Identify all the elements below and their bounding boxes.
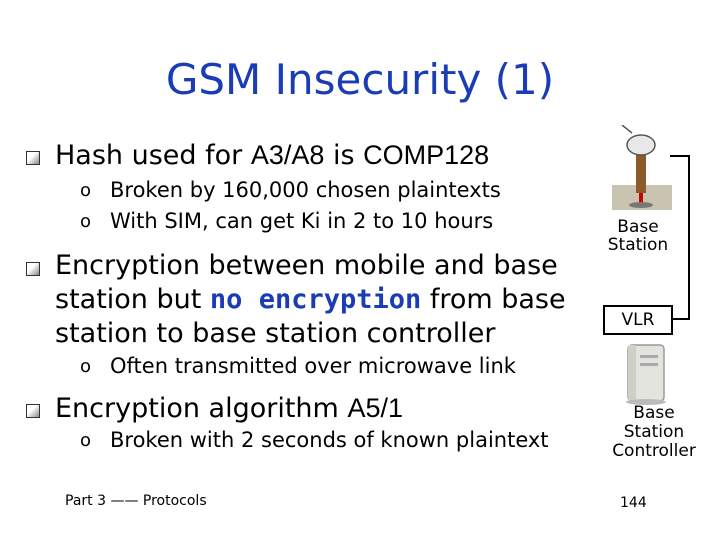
link-line (671, 318, 690, 320)
sub-bullet (80, 427, 549, 454)
bullet-text: station but (55, 284, 210, 315)
checkbox-bullet-icon (26, 262, 40, 276)
bullet-algorithm (55, 391, 403, 426)
sub-bullet-text: Broken with 2 seconds of known plaintext (110, 428, 549, 452)
slide-title: GSM Insecurity (1) (165, 55, 555, 104)
bullet-code: A5/1 (347, 393, 403, 423)
bullet-hash (55, 138, 489, 173)
bullet-code: A3/A8 (250, 140, 325, 170)
checkbox-bullet-icon (26, 151, 40, 165)
vlr-box: VLR (603, 305, 673, 335)
bullet-text: is (324, 140, 364, 171)
emphasis-text: no encryption (209, 284, 422, 315)
base-station-label: Base Station (607, 217, 669, 255)
bullet-text: Hash used for (55, 140, 251, 171)
circle-bullet-icon: o (80, 211, 92, 232)
bullet-text: station to base station controller (55, 318, 496, 349)
sub-bullet-text: With SIM, can get Ki in 2 to 10 hours (110, 209, 494, 233)
circle-bullet-icon: o (80, 180, 92, 201)
sub-bullet (80, 208, 494, 235)
sub-bullet-text: Broken by 160,000 chosen plaintexts (110, 178, 501, 202)
link-line (688, 155, 690, 320)
circle-bullet-icon: o (80, 430, 92, 451)
circle-bullet-icon: o (80, 356, 92, 377)
page-number: 144 (620, 495, 647, 511)
link-line (670, 155, 690, 157)
antenna-icon (612, 125, 672, 210)
bsc-label: Base Station Controller (612, 403, 696, 461)
footer-course: Part 3 —— Protocols (65, 493, 207, 509)
server-icon (622, 343, 670, 405)
sub-bullet-text: Often transmitted over microwave link (110, 354, 516, 378)
sub-bullet (80, 177, 501, 204)
sub-bullet (80, 353, 516, 380)
bullet-text: Encryption between mobile and base (55, 250, 558, 281)
bullet-text: from base (421, 284, 566, 315)
bullet-encryption (55, 249, 575, 351)
checkbox-bullet-icon (26, 404, 40, 418)
bullet-text: Encryption algorithm (55, 393, 348, 424)
bullet-code: COMP128 (363, 140, 490, 170)
